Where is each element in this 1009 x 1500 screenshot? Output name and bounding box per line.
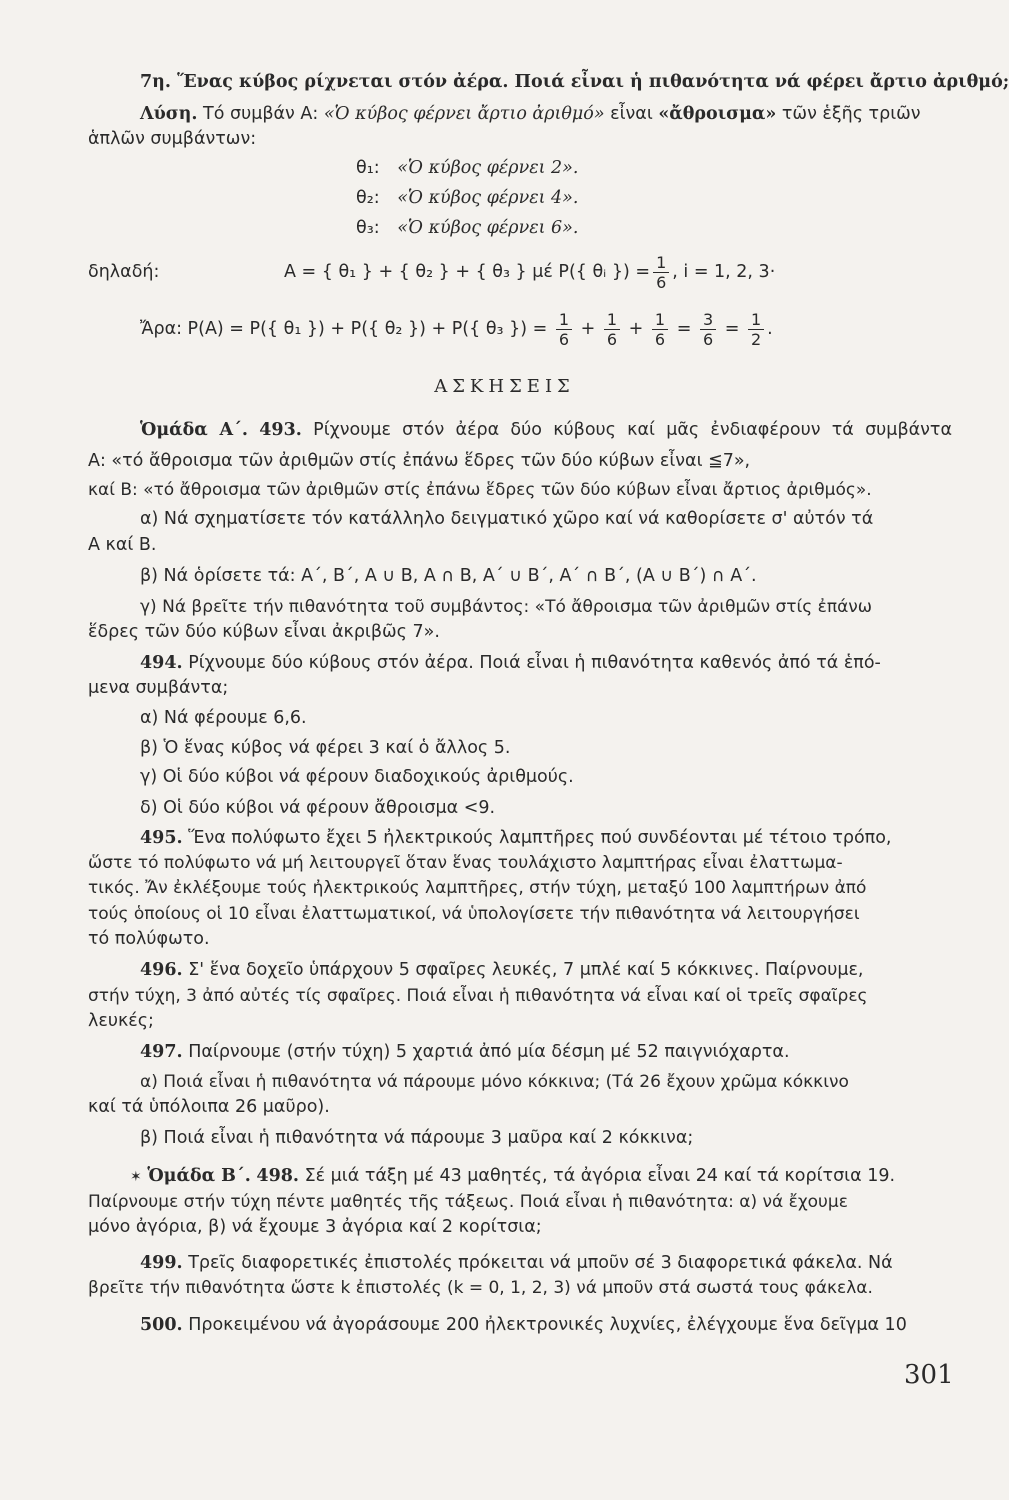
e499-line-2: βρεῖτε τήν πιθανότητα ὥστε k ἐπιστολές (k = 0, 1, 2, 3) νά μποῦν στά σωστά τους φάκελα. bbox=[88, 1278, 873, 1298]
solution-label: Λύση. bbox=[140, 104, 198, 124]
exercise-495-number: 495. bbox=[140, 828, 183, 848]
solution-text-d: «ἄθροισμα» bbox=[658, 104, 777, 124]
theta-3-label: θ₃: bbox=[356, 218, 380, 238]
e500-line-1 bbox=[140, 1313, 907, 1337]
group-b-label: Ὁμάδα Β΄. bbox=[147, 1166, 251, 1186]
theta-1-row bbox=[356, 156, 578, 180]
theta-1-text: «Ὁ κύβος φέρνει 2». bbox=[397, 158, 579, 178]
e493-line-4: α) Νά σχηματίσετε τόν κατάλληλο δειγματικό χῶρο καί νά καθορίσετε σ' αὐτόν τά bbox=[140, 509, 874, 529]
exercise-499-number: 499. bbox=[140, 1253, 183, 1273]
exercise-498-number: 498. bbox=[256, 1166, 300, 1186]
star-icon: ✶ bbox=[130, 1169, 142, 1185]
page-number: 301 bbox=[904, 1360, 954, 1390]
e497-a-line-1: α) Ποιά εἶναι ἡ πιθανότητα νά πάρουμε μόνο κόκκινα; (Τά 26 ἔχουν χρῶμα κόκκινο bbox=[140, 1072, 849, 1092]
plus-1: + bbox=[580, 319, 596, 339]
e497-line-1 bbox=[140, 1040, 790, 1064]
e496-line-2: στήν τύχη, 3 ἀπό αὐτές τίς σφαῖρες. Ποιά εἶναι ἡ πιθανότητα νά εἶναι καί οἱ τρεῖς σφαῖρες bbox=[88, 986, 868, 1006]
e495-line-2: ὥστε τό πολύφωτο νά μή λειτουργεῖ ὅταν ἕνας τουλάχιστο λαμπτήρας εἶναι ἐλαττωμα- bbox=[88, 853, 843, 873]
exercise-500-number: 500. bbox=[140, 1315, 183, 1335]
e499-line-1 bbox=[140, 1251, 893, 1275]
solution-text-c: εἶναι bbox=[610, 104, 653, 124]
e495-line-4: τούς ὁποίους οἱ 10 εἶναι ἐλαττωματικοί, νά ὑπολογίσετε τήν πιθανότητα νά λειτουργήσει bbox=[88, 904, 860, 924]
section-heading: ΑΣΚΗΣΕΙΣ bbox=[434, 376, 575, 397]
diladi-label: δηλαδή: bbox=[88, 262, 160, 282]
e498-line-1 bbox=[130, 1164, 895, 1189]
solution-text-a: Τό συμβάν Α: bbox=[203, 104, 319, 124]
example-title-text: Ἕνας κύβος ρίχνεται στόν ἀέρα. Ποιά εἶναι ἡ πιθανότητα νά φέρει ἄρτιο ἀριθμό; bbox=[177, 72, 1009, 92]
e499-text-1: Τρεῖς διαφορετικές ἐπιστολές πρόκειται νά μποῦν σέ 3 διαφορετικά φάκελα. Νά bbox=[188, 1253, 893, 1273]
exercise-493-number: 493. bbox=[259, 420, 302, 440]
exercise-497-number: 497. bbox=[140, 1042, 183, 1062]
theta-3-row bbox=[356, 216, 578, 240]
e493-line-1 bbox=[140, 418, 952, 442]
solution-text-b: «Ὁ κύβος φέρνει ἄρτιο ἀριθμό» bbox=[323, 104, 605, 124]
exercise-494-number: 494. bbox=[140, 653, 183, 673]
fraction-one-sixth: $\frac{1}{6}$ bbox=[653, 253, 669, 292]
e493-line-3: καί Β: «τό ἄθροισμα τῶν ἀριθμῶν στίς ἐπάνω ἕδρες τῶν δύο κύβων εἶναι ἄρτιος ἀριθμός». bbox=[88, 480, 872, 500]
e500-text-1: Προκειμένου νά ἀγοράσουμε 200 ἠλεκτρονικές λυχνίες, ἐλέγχουμε ἕνα δεῖγμα 10 bbox=[188, 1315, 907, 1335]
theta-2-text: «Ὁ κύβος φέρνει 4». bbox=[397, 188, 579, 208]
formula-a-text: Α = { θ₁ } + { θ₂ } + { θ₃ } μέ P({ θᵢ }) = bbox=[284, 262, 651, 282]
e493-text-1: Ρίχνουμε στόν ἀέρα δύο κύβους καί μᾶς ἐνδιαφέρουν τά συμβάντα bbox=[313, 420, 952, 440]
e498-text-1: Σέ μιά τάξη μέ 43 μαθητές, τά ἀγόρια εἶναι 24 καί τά κορίτσια 19. bbox=[304, 1166, 896, 1186]
equals-1: = bbox=[676, 319, 692, 339]
e494-a: α) Νά φέρουμε 6,6. bbox=[140, 708, 307, 728]
e493-line-6: β) Νά ὁρίσετε τά: Α΄, Β΄, Α ∪ Β, Α ∩ Β, Α΄ ∪ Β΄, Α΄ ∩ Β΄, (Α ∪ Β΄) ∩ Α΄. bbox=[140, 566, 757, 586]
e495-line-1 bbox=[140, 826, 891, 850]
e494-c: γ) Οἱ δύο κύβοι νά φέρουν διαδοχικούς ἀριθμούς. bbox=[140, 767, 574, 787]
e497-text-1: Παίρνουμε (στήν τύχη) 5 χαρτιά ἀπό μία δέσμη μέ 52 παιγνιόχαρτα. bbox=[188, 1042, 790, 1062]
solution-text-e: τῶν ἑξῆς τριῶν bbox=[781, 104, 921, 124]
exercise-496-number: 496. bbox=[140, 960, 183, 980]
e493-line-5: Α καί Β. bbox=[88, 535, 157, 555]
e495-text-1: Ἕνα πολύφωτο ἔχει 5 ἠλεκτρικούς λαμπτῆρες πού συνδέονται μέ τέτοιο τρόπο, bbox=[188, 828, 892, 848]
e494-text-1: Ρίχνουμε δύο κύβους στόν ἀέρα. Ποιά εἶναι ἡ πιθανότητα καθενός ἀπό τά ἑπό- bbox=[188, 653, 881, 673]
formula-a bbox=[284, 252, 775, 292]
fraction-3: $\frac{1}{6}$ bbox=[652, 310, 668, 349]
theta-3-text: «Ὁ κύβος φέρνει 6». bbox=[397, 218, 579, 238]
e496-line-1 bbox=[140, 958, 864, 982]
e495-line-5: τό πολύφωτο. bbox=[88, 929, 210, 949]
e494-b: β) Ὁ ἕνας κύβος νά φέρει 3 καί ὁ ἄλλος 5. bbox=[140, 738, 511, 758]
e496-text-1: Σ' ἕνα δοχεῖο ὑπάρχουν 5 σφαῖρες λευκές, 7 μπλέ καί 5 κόκκινες. Παίρνουμε, bbox=[188, 960, 864, 980]
example-number: 7η. bbox=[140, 72, 171, 92]
e494-line-2: μενα συμβάντα; bbox=[88, 678, 229, 698]
theta-1-label: θ₁: bbox=[356, 158, 380, 178]
equals-2: = bbox=[724, 319, 740, 339]
example-title bbox=[140, 70, 1009, 94]
formula-a-tail: , i = 1, 2, 3· bbox=[672, 262, 776, 282]
e494-line-1 bbox=[140, 651, 881, 675]
theta-2-label: θ₂: bbox=[356, 188, 380, 208]
fraction-5: $\frac{1}{2}$ bbox=[748, 310, 764, 349]
fraction-4: $\frac{3}{6}$ bbox=[700, 310, 716, 349]
formula-b-text: Ἄρα: P(A) = P({ θ₁ }) + P({ θ₂ }) + P({ θ₃ }) = bbox=[140, 319, 548, 339]
plus-2: + bbox=[628, 319, 644, 339]
e497-b: β) Ποιά εἶναι ἡ πιθανότητα νά πάρουμε 3 μαῦρα καί 2 κόκκινα; bbox=[140, 1128, 694, 1148]
solution-line-1 bbox=[140, 102, 921, 126]
solution-line-2: ἁπλῶν συμβάντων: bbox=[88, 129, 257, 149]
e493-line-7: γ) Νά βρεῖτε τήν πιθανότητα τοῦ συμβάντος: «Τό ἄθροισμα τῶν ἀριθμῶν στίς ἐπάνω bbox=[140, 597, 873, 617]
e498-line-3: μόνο ἀγόρια, β) νά ἔχουμε 3 ἀγόρια καί 2 κορίτσια; bbox=[88, 1217, 542, 1237]
e495-line-3: τικός. Ἄν ἐκλέξουμε τούς ἠλεκτρικούς λαμπτῆρες, στήν τύχη, μεταξύ 100 λαμπτήρων ἀπό bbox=[88, 878, 867, 898]
e497-a-line-2: καί τά ὑπόλοιπα 26 μαῦρο). bbox=[88, 1097, 330, 1117]
e493-line-8: ἕδρες τῶν δύο κύβων εἶναι ἀκριβῶς 7». bbox=[88, 622, 440, 642]
e496-line-3: λευκές; bbox=[88, 1011, 154, 1031]
e493-line-2: Α: «τό ἄθροισμα τῶν ἀριθμῶν στίς ἐπάνω ἕδρες τῶν δύο κύβων εἶναι ≦7», bbox=[88, 451, 751, 471]
theta-2-row bbox=[356, 186, 578, 210]
e494-d: δ) Οἱ δύο κύβοι νά φέρουν ἄθροισμα <9. bbox=[140, 798, 496, 818]
e498-line-2: Παίρνουμε στήν τύχη πέντε μαθητές τῆς τάξεως. Ποιά εἶναι ἡ πιθανότητα: α) νά ἔχουμε bbox=[88, 1192, 848, 1212]
formula-b bbox=[140, 306, 773, 352]
group-a-label: Ὁμάδα Α΄. bbox=[140, 420, 248, 440]
fraction-2: $\frac{1}{6}$ bbox=[604, 310, 620, 349]
fraction-1: $\frac{1}{6}$ bbox=[556, 310, 572, 349]
period: . bbox=[767, 319, 773, 339]
